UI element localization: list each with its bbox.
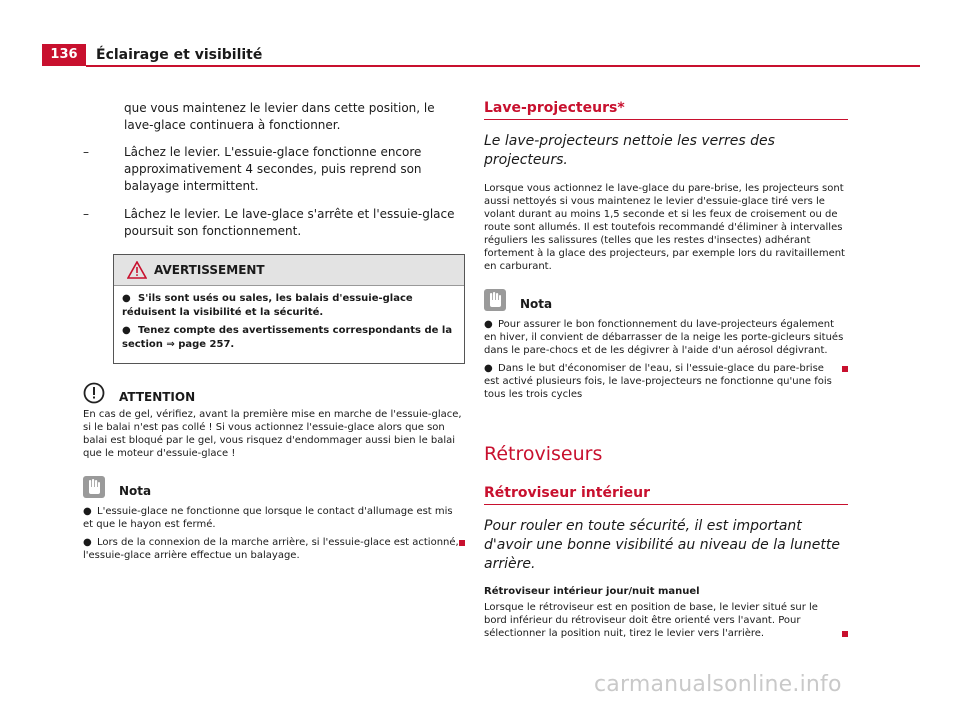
body-text-content: Lorsque le rétroviseur est en position de base, le levier situé sur le bord inférieur du rétroviseur doit être orienté vers l'avant. Pour sélectionner la position nuit, tirez le levier vers l'arrière. bbox=[484, 602, 818, 639]
nota-header bbox=[83, 476, 465, 500]
warning-body bbox=[114, 286, 464, 363]
body-text: Lorsque vous actionnez le lave-glace du pare-brise, les projecteurs sont aussi nettoyés si vous maintenez le levier d'essuie-glace tiré vers le volant durant au moins 1,5 seconde et si les feux de croisement ou de route sont allumés. Il est toutefois recommandé d'éliminer à intervalles réguliers les salissures (telles que les restes d'insectes) adhérant fortement à la glace des projecteurs, par exemple lors du ravitaillement en carburant. bbox=[484, 183, 845, 272]
chapter-title: Éclairage et visibilité bbox=[96, 47, 263, 63]
nota-block bbox=[484, 289, 848, 401]
warning-title: AVERTISSEMENT bbox=[154, 263, 265, 277]
dash-symbol: – bbox=[83, 145, 89, 159]
bullet-symbol: ● bbox=[122, 325, 131, 336]
bullet-symbol: ● bbox=[484, 319, 493, 330]
attention-exclamation-icon bbox=[83, 382, 105, 404]
dash-symbol: – bbox=[83, 207, 89, 221]
subheading: Rétroviseur intérieur jour/nuit manuel bbox=[484, 586, 700, 597]
dash-item bbox=[83, 206, 465, 240]
nota-bullet bbox=[484, 362, 848, 401]
lead-text: Le lave-projecteurs nettoie les verres des projecteurs. bbox=[484, 133, 775, 168]
nota-bullet-text: L'essuie-glace ne fonctionne que lorsque le contact d'allumage est mis et que le hayon est fermé. bbox=[83, 506, 453, 530]
dash-item bbox=[83, 144, 465, 195]
section-rule bbox=[484, 504, 848, 505]
header-rule bbox=[86, 65, 920, 67]
warning-bullet-text: S'ils sont usés ou sales, les balais d'essuie-glace réduisent la visibilité et la sécurité. bbox=[122, 293, 413, 318]
nota-hand-icon bbox=[484, 289, 506, 311]
attention-block bbox=[83, 382, 465, 460]
nota-block bbox=[83, 476, 465, 562]
right-column bbox=[484, 100, 848, 640]
nota-title: Nota bbox=[119, 484, 152, 498]
lead-text: Pour rouler en toute sécurité, il est important d'avoir une bonne visibilité au niveau de la lunette arrière. bbox=[484, 518, 840, 572]
warning-header bbox=[114, 255, 464, 286]
section-rule bbox=[484, 119, 848, 120]
left-column bbox=[83, 100, 465, 562]
warning-box bbox=[113, 254, 465, 364]
end-mark bbox=[842, 366, 848, 372]
chapter-heading-retroviseurs: Rétroviseurs bbox=[484, 443, 603, 465]
section-title-lave-projecteurs: Lave-projecteurs* bbox=[484, 100, 625, 116]
nota-title: Nota bbox=[520, 297, 553, 311]
warning-triangle-icon bbox=[127, 261, 147, 279]
dash-item-text: Lâchez le levier. Le lave-glace s'arrête et l'essuie-glace poursuit son fonctionnement. bbox=[124, 207, 455, 238]
bullet-symbol: ● bbox=[83, 537, 92, 548]
nota-bullet bbox=[83, 505, 465, 531]
warning-bullet bbox=[122, 324, 456, 352]
nota-bullet bbox=[484, 318, 848, 357]
bullet-symbol: ● bbox=[484, 363, 493, 374]
continuation-text: que vous maintenez le levier dans cette position, le lave-glace continuera à fonctionner. bbox=[124, 101, 435, 132]
page-number: 136 bbox=[42, 44, 86, 66]
warning-bullet-text: Tenez compte des avertissements correspondants de la section ⇒ page 257. bbox=[122, 325, 453, 350]
nota-hand-icon bbox=[83, 476, 105, 498]
attention-title: ATTENTION bbox=[119, 390, 196, 404]
end-mark bbox=[459, 540, 465, 546]
nota-bullet-text: Lors de la connexion de la marche arrière, si l'essuie-glace est actionné, l'essuie-glace arrière effectue un balayage. bbox=[83, 537, 459, 561]
body-text bbox=[484, 601, 848, 640]
warning-bullet bbox=[122, 292, 456, 320]
nota-header bbox=[484, 289, 848, 313]
attention-header bbox=[83, 382, 465, 406]
attention-text: En cas de gel, vérifiez, avant la première mise en marche de l'essuie-glace, si le balai n'est pas collé ! Si vous actionnez l'essuie-glace alors que son balai est bloqué par le gel, vous risquez d'endommager aussi bien le balai que le moteur d'essuie-glace ! bbox=[83, 409, 462, 459]
watermark: carmanualsonline.info bbox=[594, 672, 842, 697]
bullet-symbol: ● bbox=[122, 293, 131, 304]
end-mark bbox=[842, 631, 848, 637]
nota-bullet-text: Dans le but d'économiser de l'eau, si l'essuie-glace du pare-brise est activé plusieurs fois, le lave-projecteurs ne fonctionne qu'une fois tous les trois cycles bbox=[484, 363, 832, 400]
section-title-retroviseur-interieur: Rétroviseur intérieur bbox=[484, 485, 651, 501]
nota-bullet bbox=[83, 536, 465, 562]
dash-item-text: Lâchez le levier. L'essuie-glace fonctionne encore approximativement 4 secondes, puis reprend son balayage intermittent. bbox=[124, 145, 422, 193]
nota-bullet-text: Pour assurer le bon fonctionnement du lave-projecteurs également en hiver, il convient de débarrasser de la neige les porte-gicleurs situés dans le pare-chocs et de les dégivrer à l'aide d'un aérosol dégivrant. bbox=[484, 319, 844, 356]
bullet-symbol: ● bbox=[83, 506, 92, 517]
